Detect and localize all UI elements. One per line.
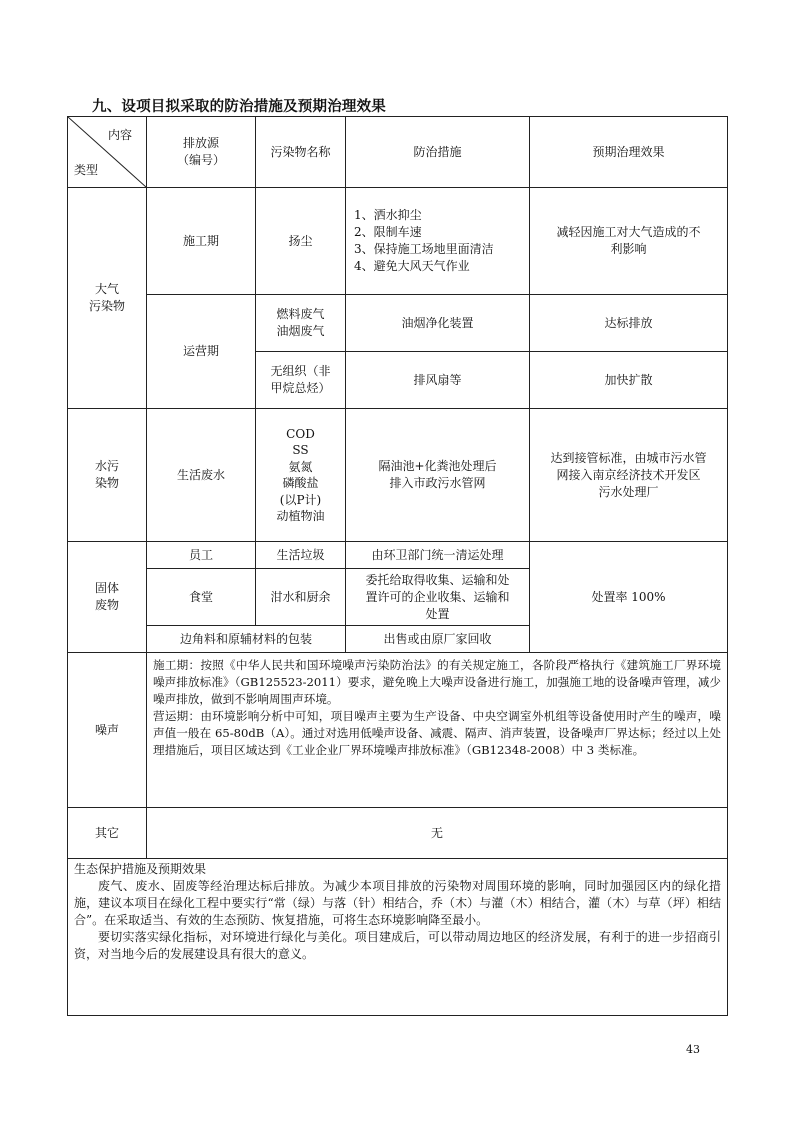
other-value: 无 — [147, 808, 728, 859]
table-row — [68, 295, 728, 352]
noise-operation-paragraph: 营运期：由环境影响分析中可知，项目噪声主要为生产设备、中央空调室外机组等设备使用时产生的噪声，噪声值一般在 65-80dB（A）。通过对选用低噪声设备、减震、隔声、消声装置，设备噪声厂界达标；经过以上处理措施后，项目区域达到《工业企业厂界环境噪声排放标准》（GB12348-2008）中 3 类标准。 — [153, 709, 721, 757]
solid-staff-source: 员工 — [147, 542, 256, 569]
header-source: 排放源 （编号） — [147, 117, 256, 188]
solid-canteen-measures: 委托给取得收集、运输和处 置许可的企业收集、运输和 处置 — [346, 569, 530, 626]
air-operation-measures: 油烟净化装置 — [346, 295, 530, 352]
header-effect: 预期治理效果 — [530, 117, 728, 188]
diagonal-header-cell — [68, 117, 147, 188]
eco-protection-cell — [68, 859, 728, 1016]
table-row — [68, 859, 728, 1016]
water-pollutants: COD SS 氨氮 磷酸盐 (以P计) 动植物油 — [256, 409, 346, 542]
section-heading: 九、设项目拟采取的防治措施及预期治理效果 — [92, 99, 386, 115]
air-fugitive-measures: 排风扇等 — [346, 352, 530, 409]
header-measures: 防治措施 — [346, 117, 530, 188]
table-row — [68, 808, 728, 859]
solid-staff-measures: 由环卫部门统一清运处理 — [346, 542, 530, 569]
table-row — [68, 188, 728, 295]
solid-packaging-source: 边角料和原辅材料的包装 — [147, 626, 346, 653]
solid-canteen-pollutant: 泔水和厨余 — [256, 569, 346, 626]
eco-paragraph-2: 要切实落实绿化指标，对环境进行绿化与美化。项目建成后，可以带动周边地区的经济发展，有利于的进一步招商引资，对当地今后的发展建设具有很大的意义。 — [74, 930, 721, 961]
air-construction-effect: 减轻因施工对大气造成的不 利影响 — [530, 188, 728, 295]
noise-construction-paragraph: 施工期：按照《中华人民共和国环境噪声污染防治法》的有关规定施工，各阶段严格执行《建筑施工厂界环境噪声排放标准》（GB125523-2011）要求，避免晚上大噪声设备进行施工，加强施工地的设备噪声管理，减少噪声排放，做到不影响周围声环境。 — [153, 658, 721, 706]
header-pollutant: 污染物名称 — [256, 117, 346, 188]
solid-staff-pollutant: 生活垃圾 — [256, 542, 346, 569]
table-header-row — [68, 117, 728, 188]
water-effect: 达到接管标准，由城市污水管 网接入南京经济技术开发区 污水处理厂 — [530, 409, 728, 542]
noise-measures-text — [147, 653, 728, 808]
air-operation-pollutant: 燃料废气 油烟废气 — [256, 295, 346, 352]
eco-paragraph-1: 废气、废水、固废等经治理达标后排放。为减少本项目排放的污染物对周围环境的影响，同时加强园区内的绿化措施，建议本项目在绿化工程中要实行“常（绿）与落（针）相结合，乔（木）与灌（木）相结合，灌（木）与草（坪）相结合”。在采取适当、有效的生态预防、恢复措施，可将生态环境影响降至最小。 — [74, 879, 721, 927]
category-other: 其它 — [68, 808, 147, 859]
table-row — [68, 542, 728, 569]
air-construction-measures: 1、洒水抑尘 2、限制车速 3、保持施工场地里面清洁 4、避免大风天气作业 — [346, 188, 530, 295]
water-source: 生活废水 — [147, 409, 256, 542]
air-operation-effect: 达标排放 — [530, 295, 728, 352]
water-measures: 隔油池+化粪池处理后 排入市政污水管网 — [346, 409, 530, 542]
header-type-label: 类型 — [74, 163, 99, 177]
page-number: 43 — [686, 1043, 700, 1056]
solid-effect: 处置率 100% — [530, 542, 728, 653]
air-fugitive-effect: 加快扩散 — [530, 352, 728, 409]
category-solid: 固体 废物 — [68, 542, 147, 653]
solid-packaging-measures: 出售或由原厂家回收 — [346, 626, 530, 653]
table-row — [68, 409, 728, 542]
air-operation-source: 运营期 — [147, 295, 256, 409]
eco-title: 生态保护措施及预期效果 — [74, 862, 207, 876]
solid-canteen-source: 食堂 — [147, 569, 256, 626]
table-row — [68, 653, 728, 808]
category-air: 大气 污染物 — [68, 188, 147, 409]
air-fugitive-pollutant: 无组织（非 甲烷总烃） — [256, 352, 346, 409]
category-water: 水污 染物 — [68, 409, 147, 542]
category-noise: 噪声 — [68, 653, 147, 808]
air-construction-source: 施工期 — [147, 188, 256, 295]
air-construction-pollutant: 扬尘 — [256, 188, 346, 295]
header-content-label: 内容 — [107, 128, 132, 142]
prevention-measures-table — [67, 116, 728, 1016]
